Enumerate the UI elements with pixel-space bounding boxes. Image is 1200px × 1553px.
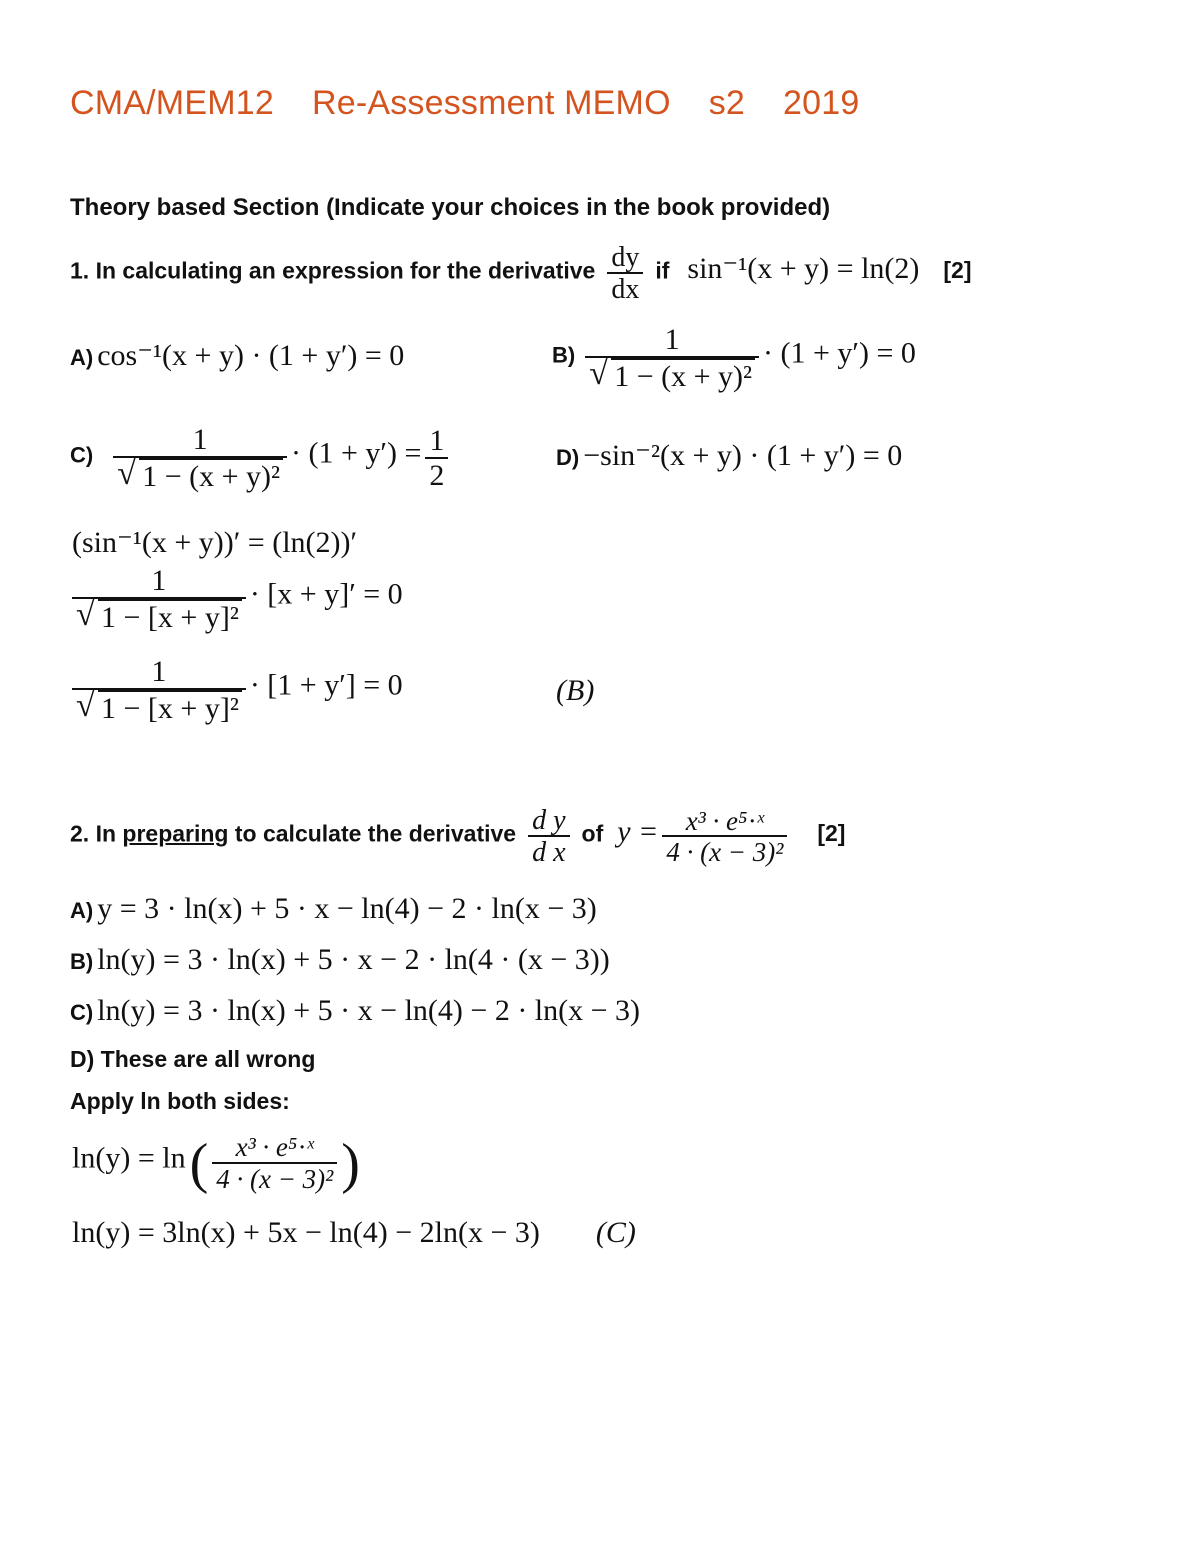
q1-option-b-fraction [585,324,759,394]
q1-answer: (B) [556,674,595,707]
q2-prompt-row [70,806,845,870]
q2-work-line2: ln(y) = 3ln(x) + 5x − ln(4) − 2ln(x − 3) [72,1216,540,1249]
fraction-numerator: 1 [429,424,445,457]
q2-option-a-expr: y = 3 · ln(x) + 5 · x − ln(4) − 2 · ln(x − 3) [97,892,597,925]
q1-option-a-expr: cos⁻¹(x + y) · (1 + y′) = 0 [97,339,405,372]
fraction-numerator: 1 [192,423,208,456]
q1-work-line2 [72,565,403,635]
option-label: C) [70,442,94,468]
option-label: C) [70,1000,94,1025]
sqrt-symbol [76,599,242,636]
q1-prompt: 1. In calculating an expression for the derivative [70,257,596,284]
q2-option-c [70,994,640,1028]
q1-work-line2-tail: · [x + y]′ = 0 [249,577,403,611]
q2-work-line1 [72,1132,360,1196]
q2-marks: [2] [817,820,846,847]
q2-prompt-underlined: preparing [122,820,229,847]
sqrt-symbol [76,690,242,727]
q1-marks: [2] [943,257,972,284]
title-course-code: CMA/MEM12 [70,84,274,122]
q2-option-a [70,892,597,926]
q2-prompt-start: 2. In [70,820,123,847]
radicand: 1 − (x + y)² [139,458,283,495]
q1-option-c-fraction [113,424,287,494]
radicand: 1 − [x + y]² [98,599,242,636]
q1-option-d-expr: −sin⁻²(x + y) · (1 + y′) = 0 [583,439,903,472]
sqrt-symbol [589,358,755,395]
q2-option-d: D) These are all wrong [70,1046,316,1072]
option-label: A) [70,345,94,370]
option-label: B) [70,949,94,974]
fraction-numerator: x³ · e⁵·ˣ [685,806,764,837]
option-label: A) [70,898,94,923]
q1-option-b-tail: · (1 + y′) = 0 [763,336,916,370]
q1-work-line3 [72,656,403,726]
q1-option-d [556,438,902,473]
page-title [70,84,859,123]
q2-option-b-expr: ln(y) = 3 · ln(x) + 5 · x − 2 · ln(4 · (x − 3)) [97,943,610,976]
q2-option-b [70,943,610,977]
q1-if: if [655,257,670,284]
radicand: 1 − [x + y]² [98,690,242,727]
title-semester: s2 [708,84,746,122]
fraction-numerator: 1 [664,323,680,356]
option-label: D) [556,445,580,470]
q1-option-b [552,324,916,394]
q2-work-note: Apply ln both sides: [70,1088,290,1114]
title-year: 2019 [783,84,860,122]
q2-prompt-end: to calculate the derivative [228,820,517,847]
fraction-denominator: 4 · (x − 3)² [662,835,787,868]
q1-work-line2-fraction [72,565,246,635]
fraction-numerator: x³ · e⁵·ˣ [235,1132,314,1163]
fraction-numerator: 1 [151,564,167,597]
q2-answer: (C) [595,1216,636,1249]
q2-dydx: $\frac{\text{d y}}{\text{d x}}$ [528,806,569,870]
radicand: 1 − (x + y)² [611,358,755,395]
q2-y-eq: y = [617,815,659,849]
q2-work-line1-lhs: ln(y) = ln [72,1141,186,1175]
q2-work-line1-fraction [212,1133,337,1194]
q1-option-c [70,424,448,494]
q1-option-c-tail: · (1 + y′) = [291,436,422,470]
left-paren: ( [189,1133,209,1195]
section-heading: Theory based Section (Indicate your choices in the book provided) [70,194,831,221]
q2-of: of [581,820,604,847]
q1-dydx: $\frac{dy}{dx}$ [607,243,643,307]
q1-work-line3-fraction [72,656,246,726]
q1-condition: sin⁻¹(x + y) = ln(2) [687,252,920,286]
fraction-denominator: 4 · (x − 3)² [212,1162,337,1195]
q2-function [662,807,787,868]
q1-prompt-row [70,243,972,307]
q2-option-c-expr: ln(y) = 3 · ln(x) + 5 · x − ln(4) − 2 · ln(x − 3) [97,994,641,1027]
fraction-numerator: 1 [151,655,167,688]
right-paren: ) [341,1133,360,1195]
q1-option-a [70,338,404,373]
fraction-denominator: 2 [425,457,448,494]
q1-option-c-half [425,425,448,493]
option-label: B) [552,342,576,368]
q1-work-line3-tail: · [1 + y′] = 0 [249,668,403,702]
title-doc-type: Re-Assessment MEMO [311,84,671,122]
sqrt-symbol [117,458,283,495]
q2-prompt [70,820,516,846]
q1-work-line1: (sin⁻¹(x + y))′ = (ln(2))′ [72,526,358,559]
q2-work-line2-row [72,1216,636,1250]
